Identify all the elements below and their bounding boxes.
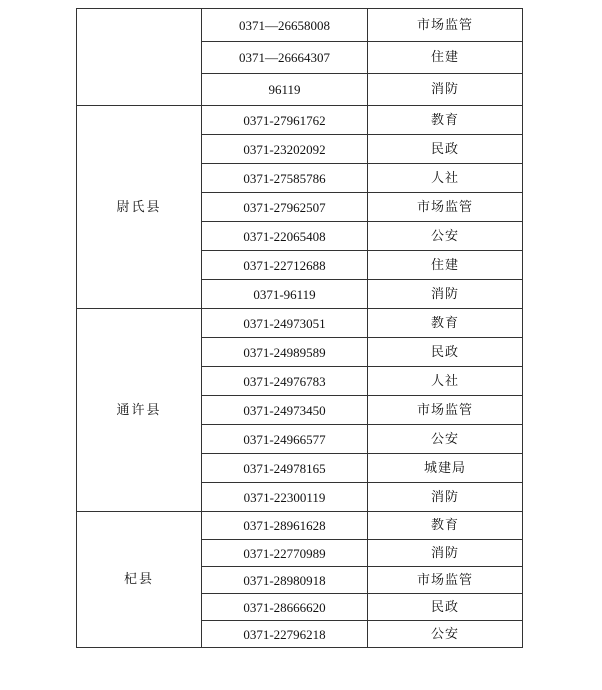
phone-cell: 0371-22300119 bbox=[202, 483, 368, 512]
phone-cell: 0371-24976783 bbox=[202, 367, 368, 396]
contact-table bbox=[76, 8, 523, 648]
table-row bbox=[77, 309, 523, 338]
department-cell: 消防 bbox=[368, 483, 523, 512]
department-cell: 消防 bbox=[368, 74, 523, 106]
department-cell: 教育 bbox=[368, 512, 523, 540]
department-cell: 民政 bbox=[368, 135, 523, 164]
phone-cell: 0371-22712688 bbox=[202, 251, 368, 280]
contact-table-body bbox=[77, 9, 523, 648]
department-cell: 教育 bbox=[368, 106, 523, 135]
phone-cell: 0371-24978165 bbox=[202, 454, 368, 483]
phone-cell: 0371-27585786 bbox=[202, 164, 368, 193]
phone-cell: 0371-23202092 bbox=[202, 135, 368, 164]
department-cell: 公安 bbox=[368, 425, 523, 454]
department-cell: 住建 bbox=[368, 251, 523, 280]
county-cell bbox=[77, 9, 202, 106]
department-cell: 公安 bbox=[368, 222, 523, 251]
phone-cell: 0371-28666620 bbox=[202, 594, 368, 621]
phone-cell: 0371-22065408 bbox=[202, 222, 368, 251]
table-row bbox=[77, 512, 523, 540]
department-cell: 民政 bbox=[368, 338, 523, 367]
phone-cell: 0371-27962507 bbox=[202, 193, 368, 222]
department-cell: 市场监管 bbox=[368, 567, 523, 594]
phone-cell: 0371-24973450 bbox=[202, 396, 368, 425]
county-cell: 杞县 bbox=[77, 512, 202, 648]
phone-cell: 96119 bbox=[202, 74, 368, 106]
department-cell: 市场监管 bbox=[368, 9, 523, 42]
phone-cell: 0371-22796218 bbox=[202, 621, 368, 648]
department-cell: 住建 bbox=[368, 42, 523, 74]
department-cell: 人社 bbox=[368, 164, 523, 193]
phone-cell: 0371-96119 bbox=[202, 280, 368, 309]
department-cell: 城建局 bbox=[368, 454, 523, 483]
phone-cell: 0371-24973051 bbox=[202, 309, 368, 338]
phone-cell: 0371-24989589 bbox=[202, 338, 368, 367]
table-row bbox=[77, 106, 523, 135]
phone-cell: 0371-24966577 bbox=[202, 425, 368, 454]
county-cell: 通许县 bbox=[77, 309, 202, 512]
phone-cell: 0371-22770989 bbox=[202, 540, 368, 567]
phone-cell: 0371—26658008 bbox=[202, 9, 368, 42]
department-cell: 教育 bbox=[368, 309, 523, 338]
department-cell: 民政 bbox=[368, 594, 523, 621]
phone-cell: 0371-28961628 bbox=[202, 512, 368, 540]
table-row bbox=[77, 9, 523, 42]
phone-cell: 0371—26664307 bbox=[202, 42, 368, 74]
county-cell: 尉氏县 bbox=[77, 106, 202, 309]
department-cell: 市场监管 bbox=[368, 193, 523, 222]
department-cell: 消防 bbox=[368, 280, 523, 309]
department-cell: 人社 bbox=[368, 367, 523, 396]
department-cell: 市场监管 bbox=[368, 396, 523, 425]
phone-cell: 0371-28980918 bbox=[202, 567, 368, 594]
phone-cell: 0371-27961762 bbox=[202, 106, 368, 135]
department-cell: 公安 bbox=[368, 621, 523, 648]
department-cell: 消防 bbox=[368, 540, 523, 567]
